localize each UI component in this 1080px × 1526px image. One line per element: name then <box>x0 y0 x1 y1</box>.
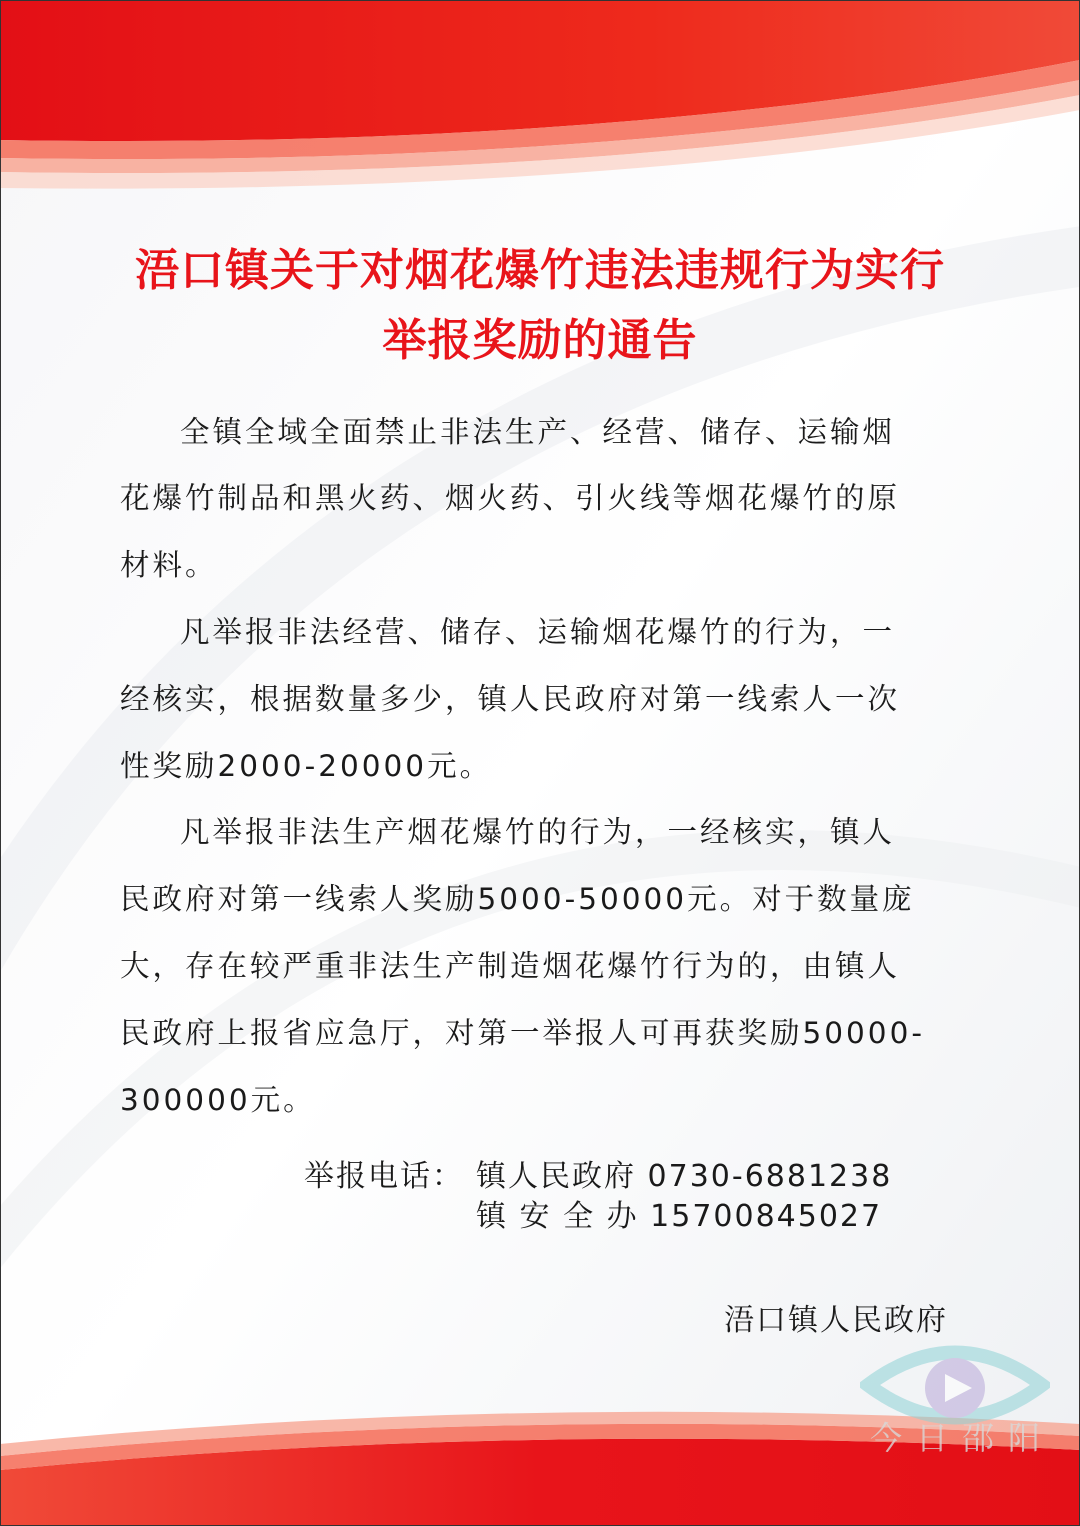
watermark-text: 今日邵阳 <box>870 1419 1055 1457</box>
issuer-signature: 浯口镇人民政府 <box>724 1303 948 1338</box>
body-line: 凡举报非法生产烟花爆竹的行为，一经核实，镇人 <box>180 815 896 849</box>
body-line: 全镇全域全面禁止非法生产、经营、储存、运输烟 <box>180 415 896 449</box>
body-line: 300000元。 <box>120 1083 316 1117</box>
contact-town-government: 镇人民政府 0730-6881238 <box>476 1159 893 1194</box>
body-line: 经核实，根据数量多少，镇人民政府对第一线索人一次 <box>120 682 901 716</box>
body-line: 民政府上报省应急厅，对第一举报人可再获奖励50000- <box>120 1016 925 1050</box>
body-line: 凡举报非法经营、储存、运输烟花爆竹的行为，一 <box>180 615 896 649</box>
body-line: 民政府对第一线索人奖励5000-50000元。对于数量庞 <box>120 882 915 916</box>
notice-title-line-1: 浯口镇关于对烟花爆竹违法违规行为实行 <box>135 245 945 296</box>
body-line: 花爆竹制品和黑火药、烟火药、引火线等烟花爆竹的原 <box>120 481 901 515</box>
contact-label: 举报电话： <box>304 1159 464 1194</box>
body-line: 性奖励2000-20000元。 <box>120 749 493 783</box>
body-line: 大，存在较严重非法生产制造烟花爆竹行为的，由镇人 <box>120 949 901 983</box>
body-line: 材料。 <box>120 548 218 582</box>
contact-safety-office: 镇 安 全 办 15700845027 <box>476 1199 883 1234</box>
notice-title-line-2: 举报奖励的通告 <box>382 315 698 366</box>
